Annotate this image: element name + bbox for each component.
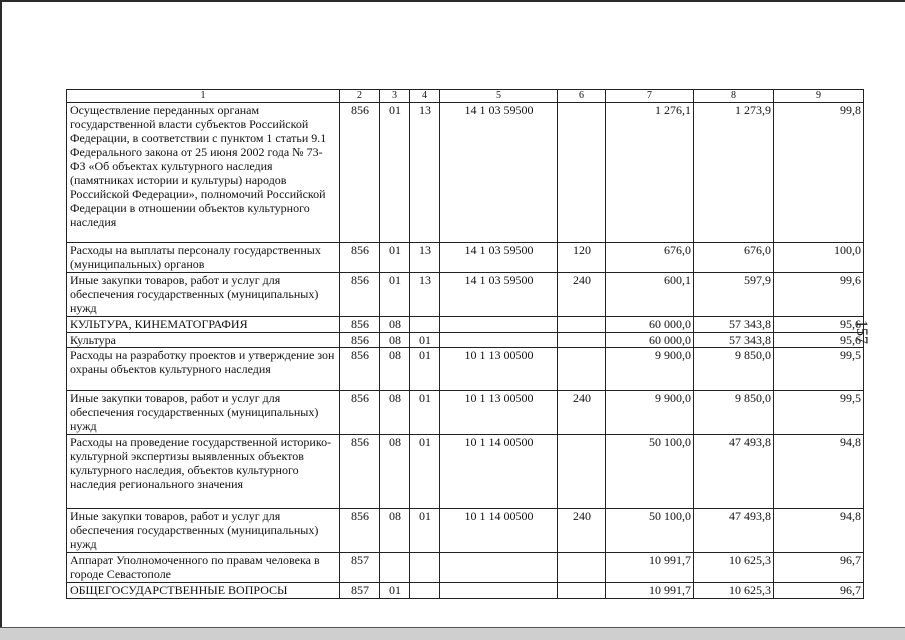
cell-code-target [440, 583, 558, 599]
cell-code-target [440, 553, 558, 583]
cell-code-target [440, 317, 558, 333]
cell-code-section: 08 [380, 317, 410, 333]
cell-code-section: 08 [380, 391, 410, 435]
scan-frame-top [0, 0, 905, 2]
cell-code-subsection: 01 [410, 391, 440, 435]
cell-percent: 99,5 [774, 348, 864, 391]
table-row [67, 391, 864, 435]
row-name-cell: Иные закупки товаров, работ и услуг для обеспечения государственных (муниципальных) нужд [67, 391, 340, 435]
cell-percent: 94,8 [774, 435, 864, 509]
cell-code-subsection [410, 583, 440, 599]
table-row [67, 103, 864, 243]
scan-frame-bottom [0, 628, 905, 640]
table-row [67, 435, 864, 509]
cell-code-expense-type [558, 348, 606, 391]
cell-code-expense-type [558, 435, 606, 509]
cell-code-subsection: 13 [410, 273, 440, 317]
cell-code-admin: 856 [340, 509, 380, 553]
row-name-cell: КУЛЬТУРА, КИНЕМАТОГРАФИЯ [67, 317, 340, 333]
table-row [67, 273, 864, 317]
column-header: 7 [606, 90, 694, 103]
cell-percent: 94,8 [774, 509, 864, 553]
cell-planned: 50 100,0 [606, 435, 694, 509]
row-name-cell: Осуществление переданных органам государственной власти субъектов Российской Федерации, в соответствии с пунктом 1 статьи 9.1 Федерального закона от 25 июня 2002 года № 73-ФЗ «Об объектах культурного наследия (памятниках истории и культуры) народов Российской Федерации», полномочий Российской Федерации в отношении объектов культурного наследия [67, 103, 340, 243]
cell-percent: 99,6 [774, 273, 864, 317]
cell-code-target: 10 1 14 00500 [440, 509, 558, 553]
cell-executed: 10 625,3 [694, 553, 774, 583]
table-header-row [67, 90, 864, 103]
cell-planned: 1 276,1 [606, 103, 694, 243]
cell-code-admin: 856 [340, 317, 380, 333]
cell-planned: 600,1 [606, 273, 694, 317]
cell-code-admin: 857 [340, 583, 380, 599]
cell-code-section: 08 [380, 509, 410, 553]
cell-executed: 47 493,8 [694, 435, 774, 509]
cell-code-target: 10 1 13 00500 [440, 348, 558, 391]
cell-planned: 60 000,0 [606, 317, 694, 333]
cell-code-admin: 857 [340, 553, 380, 583]
cell-code-section: 01 [380, 273, 410, 317]
cell-executed: 9 850,0 [694, 391, 774, 435]
cell-code-subsection: 01 [410, 348, 440, 391]
cell-code-expense-type: 240 [558, 391, 606, 435]
cell-planned: 50 100,0 [606, 509, 694, 553]
cell-executed: 1 273,9 [694, 103, 774, 243]
row-name-cell: ОБЩЕГОСУДАРСТВЕННЫЕ ВОПРОСЫ [67, 583, 340, 599]
budget-table [66, 89, 864, 599]
cell-code-admin: 856 [340, 243, 380, 273]
table-row [67, 583, 864, 599]
cell-code-target: 10 1 14 00500 [440, 435, 558, 509]
cell-executed: 597,9 [694, 273, 774, 317]
cell-code-section: 08 [380, 333, 410, 348]
row-name-cell: Аппарат Уполномоченного по правам человека в городе Севастополе [67, 553, 340, 583]
cell-code-section: 08 [380, 348, 410, 391]
table-row [67, 243, 864, 273]
cell-code-target: 10 1 13 00500 [440, 391, 558, 435]
cell-code-expense-type [558, 317, 606, 333]
cell-code-admin: 856 [340, 273, 380, 317]
cell-code-target: 14 1 03 59500 [440, 243, 558, 273]
column-header: 2 [340, 90, 380, 103]
cell-percent: 96,7 [774, 553, 864, 583]
cell-executed: 47 493,8 [694, 509, 774, 553]
cell-planned: 676,0 [606, 243, 694, 273]
cell-code-expense-type: 240 [558, 509, 606, 553]
column-header: 8 [694, 90, 774, 103]
cell-code-expense-type [558, 103, 606, 243]
cell-executed: 9 850,0 [694, 348, 774, 391]
row-name-cell: Иные закупки товаров, работ и услуг для обеспечения государственных (муниципальных) нужд [67, 273, 340, 317]
cell-code-section [380, 553, 410, 583]
column-header: 3 [380, 90, 410, 103]
cell-code-expense-type [558, 333, 606, 348]
cell-code-expense-type [558, 553, 606, 583]
cell-code-admin: 856 [340, 435, 380, 509]
cell-code-subsection: 01 [410, 333, 440, 348]
cell-code-target [440, 333, 558, 348]
row-name-cell: Расходы на разработку проектов и утверждение зон охраны объектов культурного наследия [67, 348, 340, 391]
cell-code-section: 01 [380, 103, 410, 243]
cell-code-expense-type [558, 583, 606, 599]
row-name-cell: Иные закупки товаров, работ и услуг для обеспечения государственных (муниципальных) нужд [67, 509, 340, 553]
cell-code-expense-type: 120 [558, 243, 606, 273]
cell-code-admin: 856 [340, 103, 380, 243]
scan-frame-left [0, 0, 2, 640]
cell-code-subsection [410, 317, 440, 333]
cell-percent: 96,7 [774, 583, 864, 599]
cell-code-section: 01 [380, 583, 410, 599]
cell-percent: 99,8 [774, 103, 864, 243]
cell-code-subsection: 13 [410, 243, 440, 273]
cell-code-target: 14 1 03 59500 [440, 103, 558, 243]
row-name-cell: Культура [67, 333, 340, 348]
cell-planned: 10 991,7 [606, 553, 694, 583]
row-name-cell: Расходы на проведение государственной историко-культурной экспертизы выявленных объектов культурного наследия, объектов культурного наследия регионального значения [67, 435, 340, 509]
table-row [67, 317, 864, 333]
cell-percent: 95,6 [774, 317, 864, 333]
column-header: 9 [774, 90, 864, 103]
cell-percent: 95,6 [774, 333, 864, 348]
cell-executed: 57 343,8 [694, 333, 774, 348]
cell-code-section: 01 [380, 243, 410, 273]
cell-planned: 9 900,0 [606, 348, 694, 391]
cell-code-subsection [410, 553, 440, 583]
table-row [67, 348, 864, 391]
cell-executed: 676,0 [694, 243, 774, 273]
cell-planned: 60 000,0 [606, 333, 694, 348]
row-name-cell: Расходы на выплаты персоналу государственных (муниципальных) органов [67, 243, 340, 273]
cell-code-section: 08 [380, 435, 410, 509]
table-row [67, 333, 864, 348]
cell-planned: 9 900,0 [606, 391, 694, 435]
column-header: 5 [440, 90, 558, 103]
cell-code-target: 14 1 03 59500 [440, 273, 558, 317]
cell-percent: 100,0 [774, 243, 864, 273]
table-row [67, 553, 864, 583]
column-header: 4 [410, 90, 440, 103]
cell-code-expense-type: 240 [558, 273, 606, 317]
cell-percent: 99,5 [774, 391, 864, 435]
cell-code-admin: 856 [340, 348, 380, 391]
page-number: 157 [853, 320, 870, 344]
cell-code-subsection: 01 [410, 509, 440, 553]
cell-executed: 57 343,8 [694, 317, 774, 333]
cell-executed: 10 625,3 [694, 583, 774, 599]
column-header: 6 [558, 90, 606, 103]
cell-code-subsection: 13 [410, 103, 440, 243]
column-header: 1 [67, 90, 340, 103]
cell-code-admin: 856 [340, 391, 380, 435]
cell-code-admin: 856 [340, 333, 380, 348]
table-row [67, 509, 864, 553]
cell-planned: 10 991,7 [606, 583, 694, 599]
cell-code-subsection: 01 [410, 435, 440, 509]
